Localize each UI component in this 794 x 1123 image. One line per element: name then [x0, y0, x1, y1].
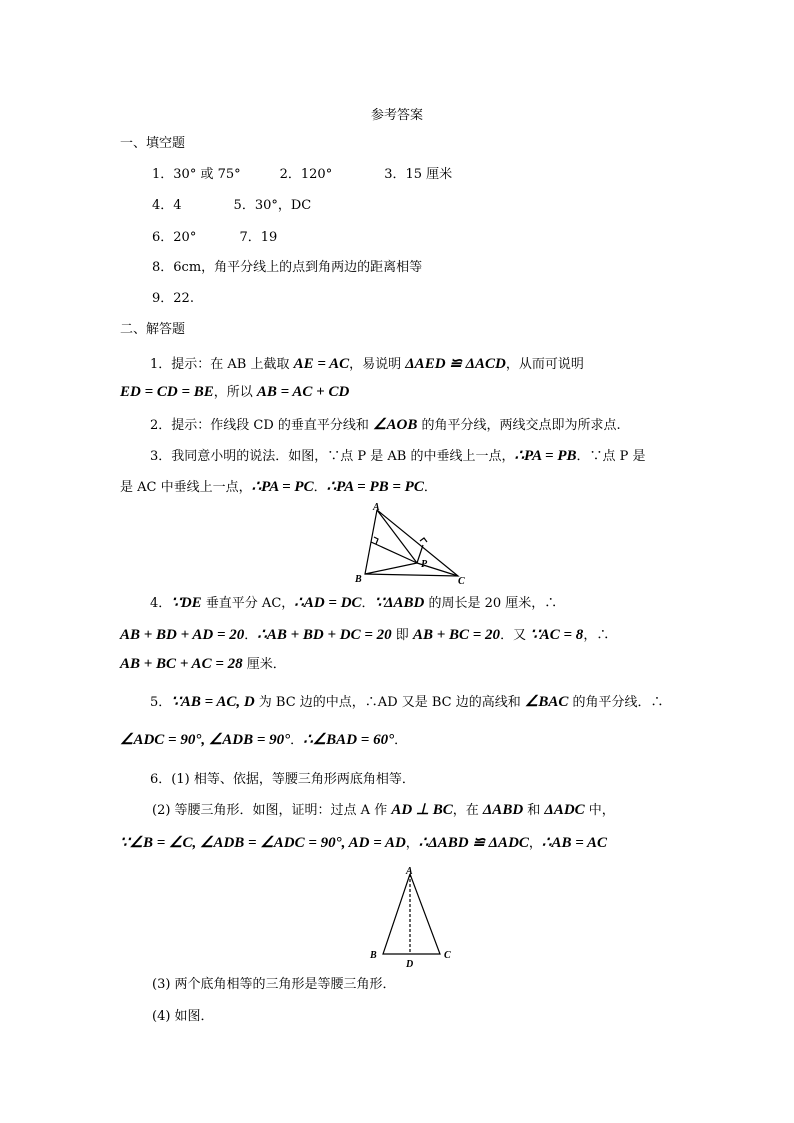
math-expression: AB + BD + AD = 20	[120, 627, 245, 643]
text-segment: 即	[391, 628, 413, 643]
text-line	[120, 626, 609, 645]
text-segment: 4．4 5．30°，DC	[152, 198, 312, 213]
text-line	[120, 834, 607, 853]
text-segment: ，易说明	[349, 357, 406, 372]
text-segment: ．	[361, 596, 375, 611]
math-expression: ΔABD	[482, 802, 524, 818]
math-expression: ∵AB = AC, D	[171, 694, 255, 710]
math-expression: AB + BC + AC = 28	[120, 656, 243, 672]
text-line	[120, 321, 185, 339]
text-line	[152, 197, 311, 215]
text-segment: 的角平分线，两线交点即为所求点.	[417, 418, 621, 433]
math-expression: ∠ADC = 90°, ∠ADB = 90°	[120, 732, 291, 748]
math-expression: ∴PA = PB	[514, 448, 577, 464]
text-segment: 4．	[150, 596, 172, 611]
page-title: 参考答案	[370, 108, 423, 123]
text-line	[152, 801, 615, 820]
text-line	[120, 478, 437, 497]
text-line	[120, 383, 349, 402]
text-line	[150, 447, 646, 466]
figure1-label-b: B	[355, 574, 362, 585]
text-segment: 厘米．	[242, 657, 286, 672]
text-segment: (3) 两个底角相等的三角形是等腰三角形．	[152, 977, 396, 992]
figure1-label-p: P	[421, 559, 428, 570]
text-segment: ．	[423, 480, 437, 495]
text-segment: ．	[290, 733, 304, 748]
math-expression: ∵ΔABD	[374, 595, 425, 611]
text-segment: ，∴	[583, 628, 610, 643]
text-segment: ．又	[500, 628, 531, 643]
text-segment: 为 BC 边的中点，∴AD 又是 BC 边的高线和	[254, 695, 525, 710]
text-segment: ．	[313, 480, 327, 495]
text-segment: 二、解答题	[120, 322, 186, 337]
text-line	[152, 229, 277, 247]
math-expression: ∴∠BAD = 60°	[303, 732, 395, 748]
figure2-label-b: B	[370, 950, 377, 961]
math-expression: ∵DE	[171, 595, 202, 611]
math-expression: ΔADC	[544, 802, 585, 818]
text-line	[152, 1008, 214, 1026]
text-line	[152, 259, 422, 277]
text-segment: ．	[244, 628, 258, 643]
figure2-label-c: C	[444, 950, 451, 961]
math-expression: ∴PA = PB = PC	[326, 479, 424, 495]
text-segment: 1．30° 或 75° 2．120° 3．15 厘米	[152, 167, 453, 182]
text-segment: 1．提示：在 AB 上截取	[150, 357, 294, 372]
text-segment: ．	[394, 733, 408, 748]
text-segment: (4) 如图．	[152, 1009, 214, 1024]
math-expression: ∴ΔABD ≌ ΔADC	[418, 835, 529, 851]
math-expression: ∠AOB	[373, 417, 418, 433]
text-segment: ，所以	[213, 385, 257, 400]
figure1-label-a: A	[373, 502, 380, 513]
text-segment: 垂直平分 AC，	[201, 596, 295, 611]
math-expression: AE = AC	[293, 356, 350, 372]
figure2-label-d: D	[406, 959, 414, 969]
math-expression: ∴PA = PC	[251, 479, 314, 495]
text-segment: 6．20° 7．19	[152, 230, 278, 245]
text-segment: 5．	[150, 695, 172, 710]
text-segment: 6．(1) 相等、依据，等腰三角形两底角相等．	[150, 772, 415, 787]
text-segment: 的角平分线．∴	[568, 695, 664, 710]
text-segment: 和	[523, 803, 545, 818]
text-segment: 一、填空题	[120, 136, 186, 151]
text-segment: ，从而可说明	[505, 357, 584, 372]
math-expression: AB + BC = 20	[412, 627, 501, 643]
text-segment: 是 AC 中垂线上一点，	[120, 480, 252, 495]
math-expression: ∠BAC	[524, 694, 569, 710]
text-segment: 2．提示：作线段 CD 的垂直平分线和	[150, 418, 374, 433]
text-segment: ，	[528, 836, 542, 851]
text-segment: 3．我同意小明的说法．如图，∵点 P 是 AB 的中垂线上一点，	[150, 449, 515, 464]
math-expression: ∴AD = DC	[294, 595, 362, 611]
text-line	[150, 771, 415, 789]
math-expression: ∵∠B = ∠C, ∠ADB = ∠ADC = 90°, AD = AD	[120, 835, 406, 851]
math-expression: AB = AC + CD	[256, 384, 350, 400]
text-segment: ．∵点 P 是	[576, 449, 646, 464]
text-segment: 中，	[584, 803, 615, 818]
figure-isosceles-triangle	[365, 864, 465, 969]
text-line	[150, 355, 584, 374]
text-segment: 9．22.	[152, 291, 194, 306]
math-expression: ED = CD = BE	[120, 384, 214, 400]
text-line	[150, 416, 621, 435]
text-segment: 8．6cm，角平分线上的点到角两边的距离相等	[152, 260, 423, 275]
text-line	[120, 731, 407, 750]
math-expression: AD ⊥ BC	[391, 802, 453, 818]
math-expression: ∵AC = 8	[530, 627, 584, 643]
text-line	[120, 655, 286, 674]
figure-triangle-perpendicular-bisectors	[350, 500, 470, 588]
text-segment: ，在	[452, 803, 483, 818]
text-line	[152, 166, 452, 184]
text-line	[152, 976, 396, 994]
text-line	[150, 594, 557, 613]
math-expression: ∴AB = AC	[541, 835, 607, 851]
text-line	[150, 693, 664, 712]
figure2-label-a: A	[406, 866, 413, 877]
text-segment: (2) 等腰三角形．如图，证明：过点 A 作	[152, 803, 392, 818]
math-expression: ∴AB + BD + DC = 20	[257, 627, 392, 643]
text-line	[152, 290, 194, 308]
text-segment: 的周长是 20 厘米，∴	[424, 596, 558, 611]
math-expression: ΔAED ≌ ΔACD	[405, 356, 506, 372]
text-segment: ，	[405, 836, 419, 851]
figure1-label-c: C	[458, 576, 465, 587]
text-line	[120, 135, 185, 153]
